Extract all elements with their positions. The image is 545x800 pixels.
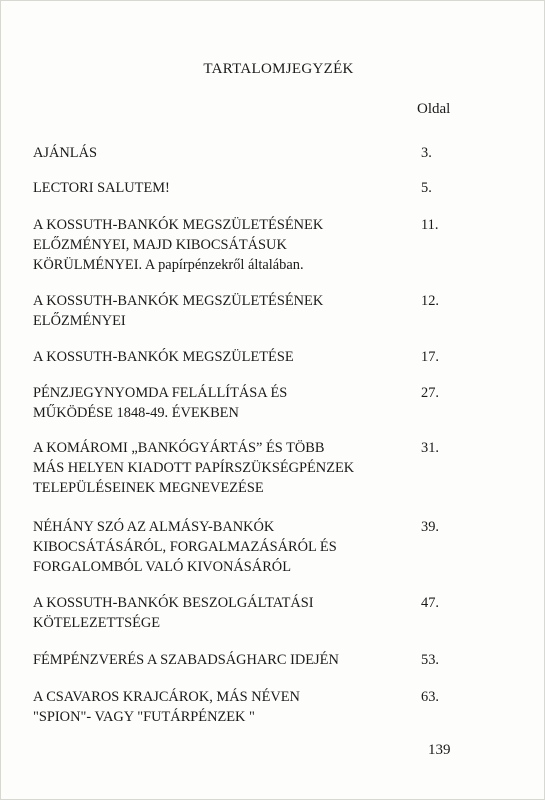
- toc-entry-title: [33, 215, 393, 275]
- toc-entry-page: 17.: [421, 349, 439, 365]
- toc-entry-title: [33, 593, 393, 633]
- toc-entry: [33, 593, 503, 633]
- toc-entry: [33, 438, 503, 498]
- page-column-header: Oldal: [417, 101, 451, 117]
- toc-entry-line: PÉNZJEGYNYOMDA FELÁLLÍTÁSA ÉS: [33, 385, 288, 401]
- toc-entry-title: [33, 687, 393, 727]
- toc-entry: [33, 143, 503, 163]
- toc-entry: [33, 383, 503, 423]
- toc-entry-line: A KOSSUTH-BANKÓK MEGSZÜLETÉSE: [33, 349, 294, 365]
- toc-entry-page: 63.: [421, 689, 439, 705]
- toc-entry-line: KÖTELEZETTSÉGE: [33, 615, 161, 631]
- toc-entry: [33, 517, 503, 577]
- toc-entry-title: [33, 143, 393, 163]
- toc-entry-line: "SPION"- VAGY "FUTÁRPÉNZEK ": [33, 709, 255, 725]
- toc-entry-page: 31.: [421, 440, 439, 456]
- toc-entry-line: A CSAVAROS KRAJCÁROK, MÁS NÉVEN: [33, 689, 300, 705]
- toc-entry-line: MŰKÖDÉSE 1848-49. ÉVEKBEN: [33, 405, 239, 421]
- toc-entry-title: [33, 383, 393, 423]
- toc-entry: [33, 687, 503, 727]
- toc-entry-title: [33, 347, 393, 367]
- toc-entry-line: AJÁNLÁS: [33, 145, 97, 161]
- toc-entry-page: 27.: [421, 385, 439, 401]
- toc-entry-page: 39.: [421, 519, 439, 535]
- toc-entry-page: 47.: [421, 595, 439, 611]
- toc-entry-page: 11.: [421, 217, 439, 233]
- toc-entry-line: MÁS HELYEN KIADOTT PAPÍRSZÜKSÉGPÉNZEK: [33, 460, 355, 476]
- toc-entry-line: A KOSSUTH-BANKÓK BESZOLGÁLTATÁSI: [33, 595, 314, 611]
- toc-entry-line: NÉHÁNY SZÓ AZ ALMÁSY-BANKÓK: [33, 519, 275, 535]
- toc-entry-line: FÉMPÉNZVERÉS A SZABADSÁGHARC IDEJÉN: [33, 652, 339, 668]
- toc-entry-title: [33, 291, 393, 331]
- page-number: 139: [428, 742, 451, 758]
- toc-entry-title: [33, 517, 393, 577]
- toc-entry-title: [33, 178, 393, 198]
- toc-entry-line: TELEPÜLÉSEINEK MEGNEVEZÉSE: [33, 480, 264, 496]
- toc-entry-page: 5.: [421, 180, 432, 196]
- toc-entry: [33, 291, 503, 331]
- toc-entry-page: 12.: [421, 293, 439, 309]
- toc-entry-line: A KOMÁROMI „BANKÓGYÁRTÁS” ÉS TÖBB: [33, 440, 325, 456]
- toc-entry: [33, 347, 503, 367]
- toc-entry-title: [33, 438, 393, 498]
- page-title: TARTALOMJEGYZÉK: [203, 61, 354, 77]
- toc-entry-line: ELŐZMÉNYEI, MAJD KIBOCSÁTÁSUK: [33, 237, 287, 253]
- toc-entry-page: 3.: [421, 145, 432, 161]
- toc-entry-line: LECTORI SALUTEM!: [33, 180, 170, 196]
- toc-entry-line: A KOSSUTH-BANKÓK MEGSZÜLETÉSÉNEK: [33, 293, 324, 309]
- toc-entry-line: KÖRÜLMÉNYEI. A papírpénzekről általában.: [33, 257, 304, 273]
- toc-entry-line: A KOSSUTH-BANKÓK MEGSZÜLETÉSÉNEK: [33, 217, 324, 233]
- toc-entry-line: FORGALOMBÓL VALÓ KIVONÁSÁRÓL: [33, 559, 291, 575]
- toc-entry-page: 53.: [421, 652, 439, 668]
- toc-entry-line: KIBOCSÁTÁSÁRÓL, FORGALMAZÁSÁRÓL ÉS: [33, 539, 337, 555]
- toc-entry: [33, 650, 503, 670]
- toc-entry: [33, 215, 503, 275]
- toc-entry: [33, 178, 503, 198]
- toc-entry-title: [33, 650, 393, 670]
- toc-entry-line: ELŐZMÉNYEI: [33, 313, 126, 329]
